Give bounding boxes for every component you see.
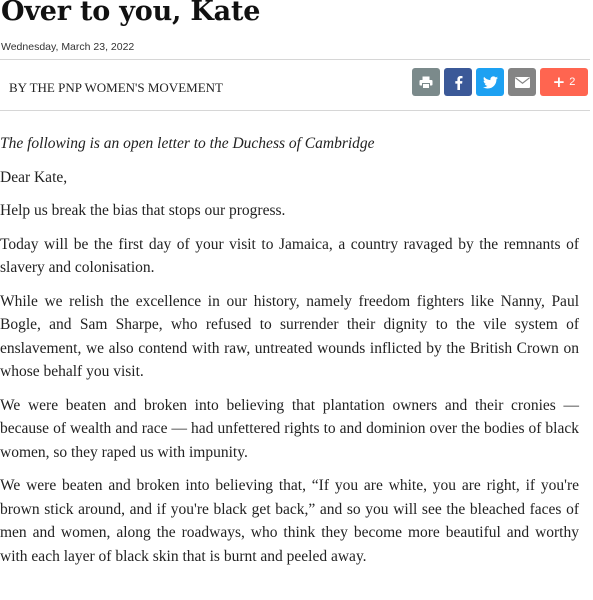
salutation: Dear Kate, <box>0 168 68 186</box>
paragraph: We were beaten and broken into believing that plantation owners and their cronies — because of wealth and race — had unfettered rights to and dominion over the bodies of black women, so they raped us with impunity. <box>0 396 579 461</box>
header-divider <box>0 59 590 60</box>
byline-divider <box>0 110 590 111</box>
byline: BY THE PNP WOMEN'S MOVEMENT <box>9 80 223 95</box>
plus-icon: + <box>552 72 566 91</box>
print-icon <box>419 76 433 89</box>
article-intro: The following is an open letter to the Duchess of Cambridge <box>0 135 375 152</box>
publish-date: Wednesday, March 23, 2022 <box>1 41 135 53</box>
twitter-icon <box>483 76 498 89</box>
article-headline: Over to you, Kate <box>1 0 261 27</box>
paragraph: Today will be the first day of your visit to Jamaica, a country ravaged by the remnants of slavery and colonisation. <box>0 235 579 276</box>
article-body <box>0 132 579 578</box>
email-share-button[interactable] <box>508 68 536 96</box>
print-button[interactable] <box>412 68 440 96</box>
paragraph: While we relish the excellence in our history, namely freedom fighters like Nanny, Paul Bogle, and Sam Sharpe, who refused to surrender their dignity to the vile system of enslavement, we also contend with raw, untreated wounds inflicted by the British Crown on whose behalf you visit. <box>0 292 579 380</box>
email-icon <box>515 77 530 88</box>
twitter-share-button[interactable] <box>476 68 504 96</box>
facebook-share-button[interactable] <box>444 68 472 96</box>
facebook-icon <box>454 75 463 90</box>
paragraph: Help us break the bias that stops our progress. <box>0 202 286 219</box>
more-share-button[interactable] <box>540 68 588 96</box>
share-bar <box>412 68 588 96</box>
paragraph: We were beaten and broken into believing that, “If you are white, you are right, if you're brown stick around, and if you're black get back,” and so you will see the bleached faces of men and women, along the roadways, who think they become more beautiful and worthy with each layer of black skin that is burnt and peeled away. <box>0 477 579 565</box>
share-count: 2 <box>569 76 576 88</box>
